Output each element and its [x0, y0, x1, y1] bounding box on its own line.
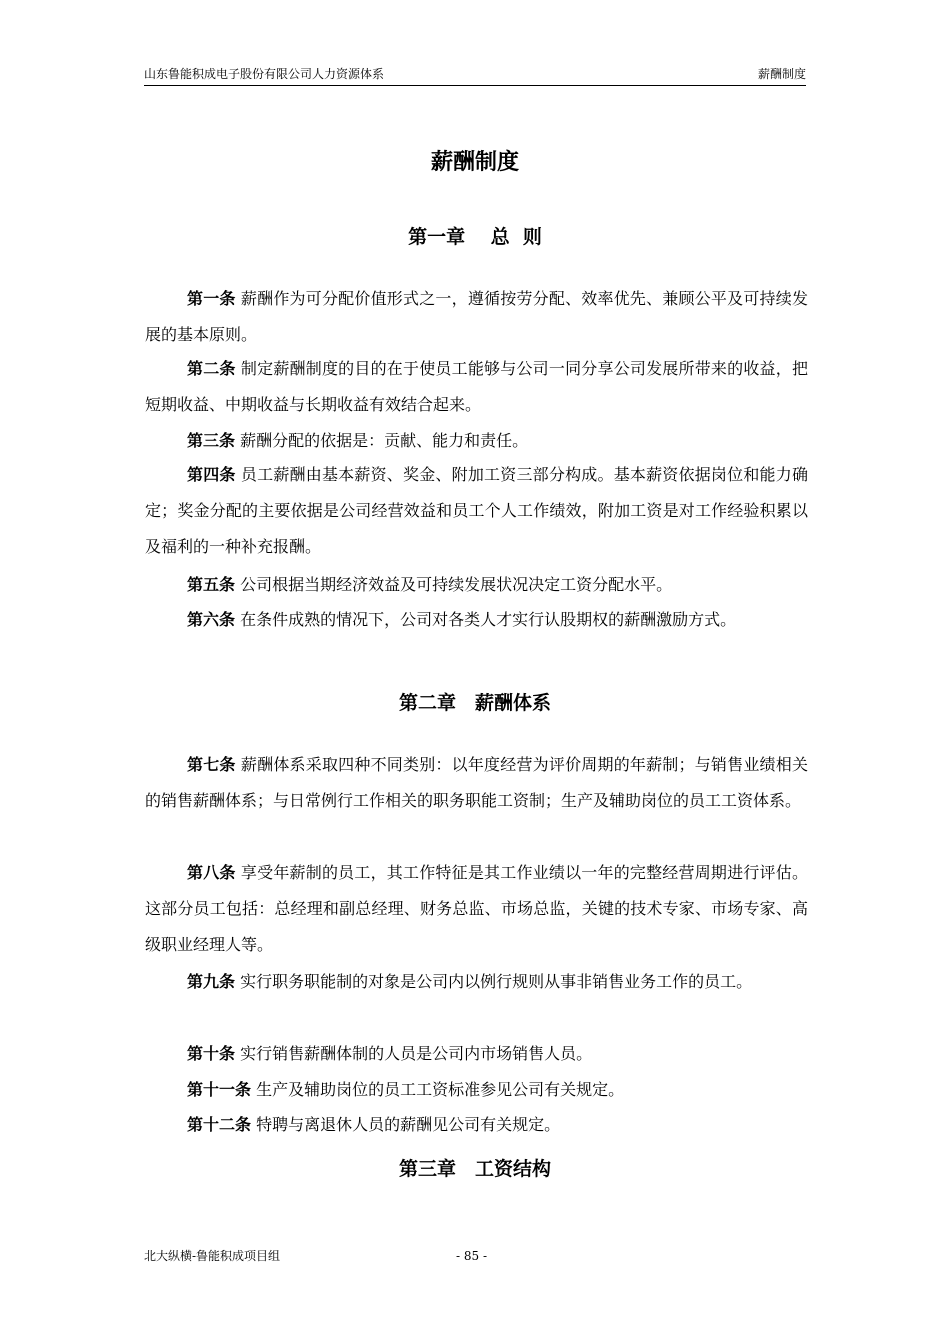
chapter-heading-2: 第二章 薪酬体系	[398, 692, 551, 714]
article-text: 薪酬体系采取四种不同类别：以年度经营为评价周期的年薪制；与销售业绩相关的销售薪酬体系；与日常例行工作相关的职务职能工资制；生产及辅助岗位的员工工资体系。	[145, 755, 808, 810]
article-8	[145, 855, 808, 963]
article-label: 第五条	[187, 575, 236, 594]
footer-project: 北大纵横-鲁能积成项目组	[144, 1249, 281, 1263]
article-label: 第十条	[187, 1044, 236, 1063]
article-9	[145, 964, 808, 1000]
article-label: 第四条	[187, 465, 236, 484]
article-label: 第三条	[187, 431, 236, 450]
page-number: - 85 -	[456, 1249, 488, 1263]
article-6	[145, 602, 808, 638]
article-label: 第六条	[187, 610, 236, 629]
article-text: 公司根据当期经济效益及可持续发展状况决定工资分配水平。	[240, 575, 673, 594]
article-label: 第二条	[187, 359, 236, 378]
article-label: 第九条	[187, 972, 236, 991]
article-label: 第一条	[187, 289, 236, 308]
article-text: 在条件成熟的情况下，公司对各类人才实行认股期权的薪酬激励方式。	[240, 610, 737, 629]
article-text: 生产及辅助岗位的员工工资标准参见公司有关规定。	[256, 1080, 625, 1099]
article-4	[145, 457, 808, 565]
chapter-heading-1: 第一章 总 则	[408, 226, 542, 248]
article-text: 实行销售薪酬体制的人员是公司内市场销售人员。	[240, 1044, 593, 1063]
article-text: 员工薪酬由基本薪资、奖金、附加工资三部分构成。基本薪资依据岗位和能力确定；奖金分配的主要依据是公司经营效益和员工个人工作绩效，附加工资是对工作经验积累以及福利的一种补充报酬。	[145, 465, 808, 556]
article-label: 第十二条	[187, 1115, 252, 1134]
article-11	[145, 1072, 808, 1108]
article-text: 特聘与离退休人员的薪酬见公司有关规定。	[256, 1115, 561, 1134]
page-header	[144, 66, 806, 86]
document-title: 薪酬制度	[430, 149, 519, 175]
article-3	[145, 423, 808, 459]
article-text: 薪酬作为可分配价值形式之一，遵循按劳分配、效率优先、兼顾公平及可持续发展的基本原则。	[145, 289, 808, 344]
article-text: 实行职务职能制的对象是公司内以例行规则从事非销售业务工作的员工。	[240, 972, 753, 991]
header-section: 薪酬制度	[757, 67, 806, 81]
article-5	[145, 567, 808, 603]
article-10	[145, 1036, 808, 1072]
chapter-heading-3: 第三章 工资结构	[398, 1158, 551, 1180]
article-label: 第十一条	[187, 1080, 252, 1099]
article-1	[145, 281, 808, 353]
article-text: 制定薪酬制度的目的在于使员工能够与公司一同分享公司发展所带来的收益，把短期收益、中期收益与长期收益有效结合起来。	[145, 359, 808, 414]
header-company: 山东鲁能积成电子股份有限公司人力资源体系	[144, 67, 385, 81]
article-7	[145, 747, 808, 819]
article-text: 薪酬分配的依据是：贡献、能力和责任。	[240, 431, 529, 450]
article-label: 第七条	[187, 755, 236, 774]
article-12	[145, 1107, 808, 1143]
article-text: 享受年薪制的员工，其工作特征是其工作业绩以一年的完整经营周期进行评估。这部分员工包括：总经理和副总经理、财务总监、市场总监，关键的技术专家、市场专家、高级职业经理人等。	[145, 863, 808, 954]
article-label: 第八条	[187, 863, 236, 882]
article-2	[145, 351, 808, 423]
